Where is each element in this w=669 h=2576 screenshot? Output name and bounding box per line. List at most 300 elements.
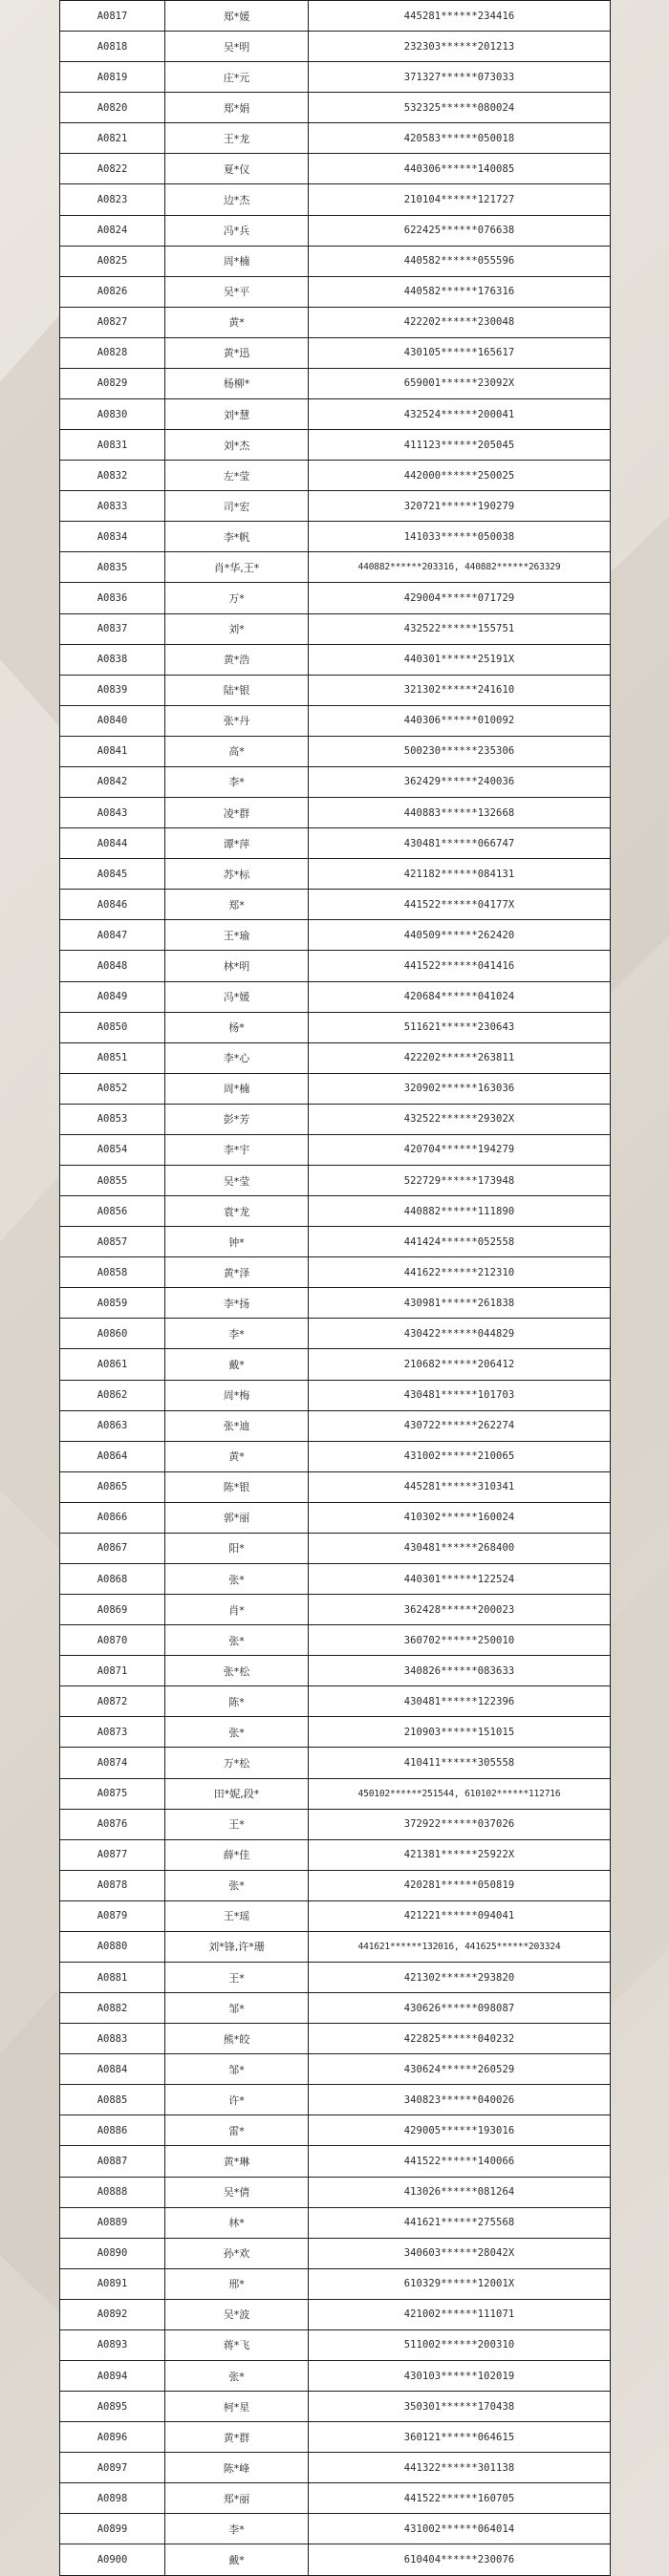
id-number: 210903******151015 xyxy=(309,1717,611,1748)
id-number: 622425******076638 xyxy=(309,215,611,246)
record-id: A0848 xyxy=(60,951,165,981)
table-row xyxy=(60,2177,611,2207)
id-number: 421381******25922X xyxy=(309,1839,611,1870)
record-id: A0833 xyxy=(60,491,165,522)
person-name: 郑*丽 xyxy=(165,2483,309,2514)
table-row xyxy=(60,1931,611,1962)
record-id: A0888 xyxy=(60,2177,165,2207)
table-row xyxy=(60,1380,611,1410)
id-number: 432522******155751 xyxy=(309,613,611,644)
table-row xyxy=(60,2329,611,2360)
record-id: A0881 xyxy=(60,1963,165,1993)
person-name: 万* xyxy=(165,583,309,613)
record-id: A0842 xyxy=(60,766,165,797)
record-id: A0868 xyxy=(60,1563,165,1594)
table-row xyxy=(60,1042,611,1073)
person-name: 张*松 xyxy=(165,1656,309,1686)
record-id: A0882 xyxy=(60,1993,165,2024)
table-row xyxy=(60,399,611,430)
record-id: A0827 xyxy=(60,307,165,337)
person-name: 薛*佳 xyxy=(165,1839,309,1870)
person-name: 苏*标 xyxy=(165,859,309,890)
id-number: 420684******041024 xyxy=(309,981,611,1012)
record-id: A0836 xyxy=(60,583,165,613)
record-id: A0846 xyxy=(60,890,165,920)
person-name: 黄*群 xyxy=(165,2422,309,2453)
person-name: 阳* xyxy=(165,1533,309,1563)
record-table-body xyxy=(60,1,611,2576)
person-name: 刘*杰 xyxy=(165,430,309,461)
person-name: 周*梅 xyxy=(165,1380,309,1410)
record-id: A0849 xyxy=(60,981,165,1012)
person-name: 戴* xyxy=(165,1349,309,1380)
table-row xyxy=(60,1686,611,1717)
record-id: A0817 xyxy=(60,1,165,32)
table-row xyxy=(60,1288,611,1319)
person-name: 林* xyxy=(165,2207,309,2238)
table-row xyxy=(60,675,611,705)
table-row xyxy=(60,1196,611,1227)
person-name: 郑*媛 xyxy=(165,1,309,32)
table-row xyxy=(60,2207,611,2238)
id-number: 340603******28042X xyxy=(309,2238,611,2268)
record-id: A0823 xyxy=(60,184,165,215)
person-name: 雷* xyxy=(165,2115,309,2146)
table-row xyxy=(60,215,611,246)
id-number: 659001******23092X xyxy=(309,368,611,398)
table-row xyxy=(60,1012,611,1042)
record-id: A0870 xyxy=(60,1625,165,1656)
person-name: 彭*芳 xyxy=(165,1104,309,1134)
id-number: 430481******122396 xyxy=(309,1686,611,1717)
person-name: 张* xyxy=(165,1870,309,1900)
person-name: 黄* xyxy=(165,1441,309,1471)
record-id: A0856 xyxy=(60,1196,165,1227)
table-row xyxy=(60,981,611,1012)
id-number: 430481******066747 xyxy=(309,828,611,859)
person-name: 许* xyxy=(165,2085,309,2115)
record-id: A0866 xyxy=(60,1502,165,1533)
table-row xyxy=(60,1349,611,1380)
id-number: 420704******194279 xyxy=(309,1134,611,1165)
id-number: 610404******230076 xyxy=(309,2544,611,2576)
id-number: 440582******176316 xyxy=(309,276,611,307)
person-name: 邢* xyxy=(165,2268,309,2299)
table-row xyxy=(60,1227,611,1257)
record-id: A0851 xyxy=(60,1042,165,1073)
table-row xyxy=(60,461,611,491)
table-row xyxy=(60,2115,611,2146)
table-row xyxy=(60,798,611,828)
table-row xyxy=(60,613,611,644)
person-name: 王* xyxy=(165,1809,309,1839)
id-number: 420281******050819 xyxy=(309,1870,611,1900)
record-id: A0860 xyxy=(60,1319,165,1349)
id-number: 432524******200041 xyxy=(309,399,611,430)
id-number: 430105******165617 xyxy=(309,337,611,368)
record-id: A0898 xyxy=(60,2483,165,2514)
record-id: A0818 xyxy=(60,32,165,62)
id-number: 372922******037026 xyxy=(309,1809,611,1839)
id-number: 440883******132668 xyxy=(309,798,611,828)
person-name: 刘* xyxy=(165,613,309,644)
record-id: A0876 xyxy=(60,1809,165,1839)
table-row xyxy=(60,2483,611,2514)
table-row xyxy=(60,1502,611,1533)
id-number: 450102******251544, 610102******112716 xyxy=(309,1778,611,1809)
id-number: 440301******25191X xyxy=(309,644,611,675)
record-id: A0891 xyxy=(60,2268,165,2299)
record-id: A0880 xyxy=(60,1931,165,1962)
table-row xyxy=(60,1563,611,1594)
person-name: 黄*泽 xyxy=(165,1257,309,1288)
record-id: A0894 xyxy=(60,2361,165,2392)
id-number: 411123******205045 xyxy=(309,430,611,461)
person-name: 左*莹 xyxy=(165,461,309,491)
id-number: 422202******263811 xyxy=(309,1042,611,1073)
person-name: 郑* xyxy=(165,890,309,920)
table-row xyxy=(60,1595,611,1625)
table-row xyxy=(60,1,611,32)
id-number: 320721******190279 xyxy=(309,491,611,522)
id-number: 522729******173948 xyxy=(309,1165,611,1195)
person-name: 钟* xyxy=(165,1227,309,1257)
id-number: 232303******201213 xyxy=(309,32,611,62)
person-name: 王* xyxy=(165,1963,309,1993)
record-id: A0824 xyxy=(60,215,165,246)
table-row xyxy=(60,1625,611,1656)
id-number: 441621******275568 xyxy=(309,2207,611,2238)
person-name: 熊*皎 xyxy=(165,2024,309,2054)
record-id: A0895 xyxy=(60,2392,165,2422)
record-id: A0855 xyxy=(60,1165,165,1195)
person-name: 吴*倩 xyxy=(165,2177,309,2207)
id-number: 511002******200310 xyxy=(309,2329,611,2360)
record-id: A0831 xyxy=(60,430,165,461)
id-number: 210682******206412 xyxy=(309,1349,611,1380)
record-id: A0837 xyxy=(60,613,165,644)
person-name: 黄*琳 xyxy=(165,2146,309,2177)
record-id: A0884 xyxy=(60,2054,165,2085)
record-id: A0830 xyxy=(60,399,165,430)
person-name: 凌*群 xyxy=(165,798,309,828)
table-row xyxy=(60,2392,611,2422)
id-number: 362429******240036 xyxy=(309,766,611,797)
record-id: A0871 xyxy=(60,1656,165,1686)
table-row xyxy=(60,123,611,154)
person-name: 柯*星 xyxy=(165,2392,309,2422)
table-row xyxy=(60,1410,611,1441)
record-id: A0897 xyxy=(60,2453,165,2483)
table-row xyxy=(60,1963,611,1993)
table-row xyxy=(60,2453,611,2483)
id-number: 441522******041416 xyxy=(309,951,611,981)
id-number: 430981******261838 xyxy=(309,1288,611,1319)
record-id: A0821 xyxy=(60,123,165,154)
person-name: 张*丹 xyxy=(165,705,309,736)
table-row xyxy=(60,2514,611,2544)
person-name: 高* xyxy=(165,736,309,766)
record-id: A0864 xyxy=(60,1441,165,1471)
person-name: 周*楠 xyxy=(165,1073,309,1104)
record-id: A0863 xyxy=(60,1410,165,1441)
table-row xyxy=(60,2544,611,2576)
person-name: 邹* xyxy=(165,2054,309,2085)
record-id: A0858 xyxy=(60,1257,165,1288)
table-row xyxy=(60,1257,611,1288)
person-name: 张* xyxy=(165,1563,309,1594)
id-number: 430481******268400 xyxy=(309,1533,611,1563)
id-number: 440301******122524 xyxy=(309,1563,611,1594)
table-row xyxy=(60,522,611,552)
id-number: 441621******132016, 441625******203324 xyxy=(309,1931,611,1962)
person-name: 陆*银 xyxy=(165,675,309,705)
record-id: A0844 xyxy=(60,828,165,859)
id-number: 432522******29302X xyxy=(309,1104,611,1134)
record-id: A0834 xyxy=(60,522,165,552)
person-name: 刘*锋,许*珊 xyxy=(165,1931,309,1962)
table-row xyxy=(60,2299,611,2329)
table-row xyxy=(60,368,611,398)
record-id: A0862 xyxy=(60,1380,165,1410)
id-number: 610329******12001X xyxy=(309,2268,611,2299)
person-name: 冯*媛 xyxy=(165,981,309,1012)
table-row xyxy=(60,1809,611,1839)
person-name: 李*心 xyxy=(165,1042,309,1073)
id-number: 429004******071729 xyxy=(309,583,611,613)
table-row xyxy=(60,890,611,920)
id-number: 410411******305558 xyxy=(309,1748,611,1778)
record-id: A0885 xyxy=(60,2085,165,2115)
person-name: 邹* xyxy=(165,1993,309,2024)
table-row xyxy=(60,491,611,522)
table-row xyxy=(60,1900,611,1931)
person-name: 杨* xyxy=(165,1012,309,1042)
person-name: 肖* xyxy=(165,1595,309,1625)
table-row xyxy=(60,93,611,123)
table-row xyxy=(60,1104,611,1134)
id-number: 421182******084131 xyxy=(309,859,611,890)
id-number: 440509******262420 xyxy=(309,920,611,951)
table-row xyxy=(60,859,611,890)
record-id: A0840 xyxy=(60,705,165,736)
id-number: 413026******081264 xyxy=(309,2177,611,2207)
record-id: A0845 xyxy=(60,859,165,890)
table-row xyxy=(60,766,611,797)
person-name: 袁*龙 xyxy=(165,1196,309,1227)
id-number: 440882******203316, 440882******263329 xyxy=(309,552,611,583)
person-name: 吴*平 xyxy=(165,276,309,307)
id-number: 210104******121727 xyxy=(309,184,611,215)
table-row xyxy=(60,2422,611,2453)
table-row xyxy=(60,951,611,981)
person-name: 肖*华,王* xyxy=(165,552,309,583)
id-number: 410302******160024 xyxy=(309,1502,611,1533)
record-id: A0829 xyxy=(60,368,165,398)
person-name: 周*楠 xyxy=(165,246,309,276)
id-number: 421221******094041 xyxy=(309,1900,611,1931)
record-id: A0893 xyxy=(60,2329,165,2360)
person-name: 李*宇 xyxy=(165,1134,309,1165)
record-id: A0869 xyxy=(60,1595,165,1625)
person-name: 吴*莹 xyxy=(165,1165,309,1195)
record-id: A0852 xyxy=(60,1073,165,1104)
record-id: A0854 xyxy=(60,1134,165,1165)
person-name: 郑*娟 xyxy=(165,93,309,123)
id-number: 430624******260529 xyxy=(309,2054,611,2085)
record-id: A0847 xyxy=(60,920,165,951)
person-name: 郭*丽 xyxy=(165,1502,309,1533)
table-row xyxy=(60,1073,611,1104)
id-number: 441522******160705 xyxy=(309,2483,611,2514)
record-id: A0826 xyxy=(60,276,165,307)
id-number: 340826******083633 xyxy=(309,1656,611,1686)
id-number: 442000******250025 xyxy=(309,461,611,491)
person-name: 林*明 xyxy=(165,951,309,981)
id-number: 440882******111890 xyxy=(309,1196,611,1227)
id-number: 421302******293820 xyxy=(309,1963,611,1993)
id-number: 500230******235306 xyxy=(309,736,611,766)
table-row xyxy=(60,2146,611,2177)
record-id: A0890 xyxy=(60,2238,165,2268)
person-name: 李*扬 xyxy=(165,1288,309,1319)
table-row xyxy=(60,920,611,951)
table-row xyxy=(60,2361,611,2392)
document-sheet xyxy=(59,0,610,2576)
record-id: A0828 xyxy=(60,337,165,368)
record-id: A0841 xyxy=(60,736,165,766)
id-number: 350301******170438 xyxy=(309,2392,611,2422)
table-row xyxy=(60,644,611,675)
table-row xyxy=(60,32,611,62)
record-id: A0900 xyxy=(60,2544,165,2576)
record-id: A0867 xyxy=(60,1533,165,1563)
id-number: 441522******140066 xyxy=(309,2146,611,2177)
id-number: 422202******230048 xyxy=(309,307,611,337)
record-id: A0874 xyxy=(60,1748,165,1778)
record-id: A0875 xyxy=(60,1778,165,1809)
table-row xyxy=(60,430,611,461)
id-number: 430481******101703 xyxy=(309,1380,611,1410)
record-id: A0850 xyxy=(60,1012,165,1042)
table-row xyxy=(60,1993,611,2024)
table-row xyxy=(60,337,611,368)
table-row xyxy=(60,2024,611,2054)
person-name: 夏*仪 xyxy=(165,154,309,184)
record-id: A0887 xyxy=(60,2146,165,2177)
record-id: A0853 xyxy=(60,1104,165,1134)
table-row xyxy=(60,828,611,859)
id-number: 431002******210065 xyxy=(309,1441,611,1471)
record-id: A0879 xyxy=(60,1900,165,1931)
record-id: A0838 xyxy=(60,644,165,675)
person-name: 刘*慧 xyxy=(165,399,309,430)
id-number: 441322******301138 xyxy=(309,2453,611,2483)
person-name: 黄*浩 xyxy=(165,644,309,675)
person-name: 田*妮,段* xyxy=(165,1778,309,1809)
person-name: 张* xyxy=(165,1625,309,1656)
person-name: 张* xyxy=(165,1717,309,1748)
person-name: 王*瑜 xyxy=(165,920,309,951)
record-id: A0839 xyxy=(60,675,165,705)
id-number: 441424******052558 xyxy=(309,1227,611,1257)
person-name: 王*龙 xyxy=(165,123,309,154)
id-number: 320902******163036 xyxy=(309,1073,611,1104)
person-name: 蒋*飞 xyxy=(165,2329,309,2360)
table-row xyxy=(60,1656,611,1686)
id-number: 362428******200023 xyxy=(309,1595,611,1625)
table-row xyxy=(60,246,611,276)
record-id: A0822 xyxy=(60,154,165,184)
id-number: 429005******193016 xyxy=(309,2115,611,2146)
id-number: 532325******080024 xyxy=(309,93,611,123)
record-id: A0899 xyxy=(60,2514,165,2544)
record-id: A0832 xyxy=(60,461,165,491)
record-id: A0820 xyxy=(60,93,165,123)
person-name: 陈*峰 xyxy=(165,2453,309,2483)
person-name: 李* xyxy=(165,2514,309,2544)
id-number: 430722******262274 xyxy=(309,1410,611,1441)
record-id: A0825 xyxy=(60,246,165,276)
record-id: A0896 xyxy=(60,2422,165,2453)
person-name: 张*迪 xyxy=(165,1410,309,1441)
table-row xyxy=(60,2085,611,2115)
id-number: 441522******04177X xyxy=(309,890,611,920)
id-number: 422825******040232 xyxy=(309,2024,611,2054)
id-number: 321302******241610 xyxy=(309,675,611,705)
table-row xyxy=(60,1471,611,1502)
record-id: A0877 xyxy=(60,1839,165,1870)
record-id: A0889 xyxy=(60,2207,165,2238)
id-number: 431002******064014 xyxy=(309,2514,611,2544)
record-id: A0857 xyxy=(60,1227,165,1257)
table-row xyxy=(60,1748,611,1778)
table-row xyxy=(60,1839,611,1870)
record-id: A0861 xyxy=(60,1349,165,1380)
table-row xyxy=(60,1717,611,1748)
table-row xyxy=(60,2054,611,2085)
person-name: 王*瑶 xyxy=(165,1900,309,1931)
person-name: 边*杰 xyxy=(165,184,309,215)
table-row xyxy=(60,307,611,337)
person-name: 李*帆 xyxy=(165,522,309,552)
id-number: 430422******044829 xyxy=(309,1319,611,1349)
person-name: 杨柳* xyxy=(165,368,309,398)
table-row xyxy=(60,1870,611,1900)
table-row xyxy=(60,1134,611,1165)
record-id: A0878 xyxy=(60,1870,165,1900)
id-number: 141033******050038 xyxy=(309,522,611,552)
person-name: 庄*元 xyxy=(165,62,309,93)
record-id: A0886 xyxy=(60,2115,165,2146)
table-row xyxy=(60,705,611,736)
table-row xyxy=(60,583,611,613)
record-id: A0892 xyxy=(60,2299,165,2329)
id-number: 445281******234416 xyxy=(309,1,611,32)
person-name: 冯*兵 xyxy=(165,215,309,246)
record-id: A0859 xyxy=(60,1288,165,1319)
record-id: A0883 xyxy=(60,2024,165,2054)
record-id: A0865 xyxy=(60,1471,165,1502)
table-row xyxy=(60,1319,611,1349)
table-row xyxy=(60,154,611,184)
record-id: A0843 xyxy=(60,798,165,828)
id-number: 430103******102019 xyxy=(309,2361,611,2392)
table-row xyxy=(60,2238,611,2268)
table-row xyxy=(60,1778,611,1809)
person-name: 黄*迅 xyxy=(165,337,309,368)
id-number: 360702******250010 xyxy=(309,1625,611,1656)
